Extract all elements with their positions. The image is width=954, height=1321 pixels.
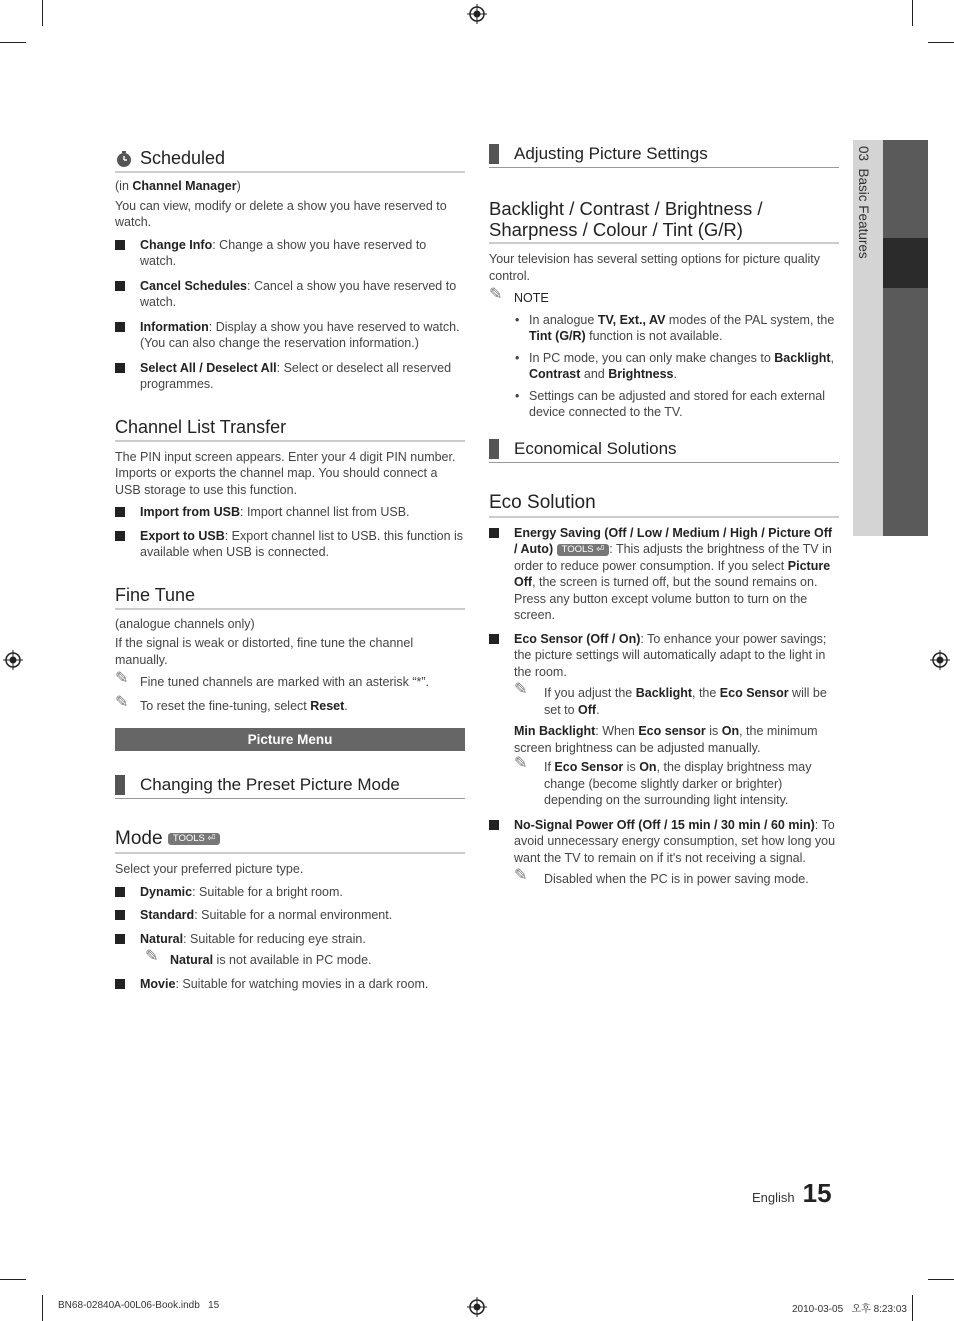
- fine-tune-heading: Fine Tune: [115, 585, 465, 610]
- scheduled-title: Scheduled: [140, 148, 226, 168]
- note: ✎ To reset the fine-tuning, select Reset.: [115, 693, 348, 713]
- crop-mark: [0, 1279, 26, 1280]
- footer-language: English: [752, 1190, 795, 1205]
- fine-tune-context: (analogue channels only): [115, 616, 255, 631]
- list-item: No-Signal Power Off (Off / 15 min / 30 min / 60 min): To avoid unnecessary energy consumption, set how long you want the TV to remain on if it's not receiving a signal.: [489, 817, 839, 867]
- adjusting-subheading: Adjusting Picture Settings: [489, 144, 839, 168]
- page-number: 15: [802, 1178, 832, 1208]
- pencil-icon: ✎: [514, 681, 528, 698]
- list-item: • In analogue TV, Ext., AV modes of the PAL system, the Tint (G/R) function is not available.: [515, 312, 839, 345]
- scheduled-context: (in Channel Manager): [115, 179, 241, 193]
- section-bar: [489, 439, 499, 459]
- min-backlight: Min Backlight: When Eco sensor is On, the minimum screen brightness can be adjusted manually.: [514, 724, 818, 755]
- crop-mark: [42, 1295, 43, 1321]
- crop-mark: [912, 1295, 913, 1321]
- pencil-icon: ✎: [514, 755, 528, 772]
- crop-mark: [0, 42, 26, 43]
- section-bar: [489, 144, 499, 164]
- note: ✎ If Eco Sensor is On, the display brightness may change (become slightly darker or brighter) depending on the surrounding light intensity.: [514, 755, 812, 807]
- pencil-icon: ✎: [514, 867, 528, 884]
- list-item: • Settings can be adjusted and stored for each external device connected to the TV.: [515, 388, 839, 421]
- economical-subheading: Economical Solutions: [489, 439, 839, 463]
- list-item: Information: Display a show you have reserved to watch. (You can also change the reservation information.): [115, 319, 465, 352]
- list-item: Change Info: Change a show you have reserved to watch.: [115, 237, 465, 270]
- print-timestamp: 2010-03-05 오후 8:23:03: [792, 1304, 907, 1315]
- list-item: Eco Sensor (Off / On): To enhance your power savings; the picture settings will automatically adapt to the light in the room.: [489, 631, 839, 681]
- side-tab-active-block: [883, 238, 928, 288]
- side-tab-text: Basic Features: [856, 168, 871, 259]
- pencil-icon: ✎: [115, 693, 129, 711]
- mode-intro: Select your preferred picture type.: [115, 862, 304, 876]
- eco-solution-heading: Eco Solution: [489, 492, 839, 518]
- mode-heading: Mode TOOLS ⏎: [115, 828, 465, 854]
- pencil-icon: ✎: [145, 948, 159, 965]
- pencil-icon: ✎: [489, 286, 503, 303]
- registration-mark-icon: [467, 1297, 487, 1317]
- list-item: Cancel Schedules: Cancel a show you have reserved to watch.: [115, 278, 465, 311]
- scheduled-intro: You can view, modify or delete a show you have reserved to watch.: [115, 198, 447, 229]
- channel-list-transfer-heading: Channel List Transfer: [115, 417, 465, 442]
- side-tab-number: 03: [856, 146, 871, 162]
- crop-mark: [912, 0, 913, 26]
- list-item: Select All / Deselect All: Select or deselect all reserved programmes.: [115, 360, 465, 393]
- list-item: Standard: Suitable for a normal environment.: [115, 907, 465, 924]
- note: ✎ Fine tuned channels are marked with an asterisk “*”.: [115, 670, 430, 689]
- crop-mark: [42, 0, 43, 26]
- picture-menu-bar: Picture Menu: [115, 728, 465, 751]
- registration-mark-icon: [930, 650, 950, 670]
- list-item: Movie: Suitable for watching movies in a dark room.: [115, 976, 465, 993]
- list-item: Export to USB: Export channel list to USB. this function is available when USB is connected.: [115, 528, 465, 561]
- left-column: [115, 148, 465, 992]
- fine-tune-intro: If the signal is weak or distorted, fine tune the channel manually.: [115, 636, 414, 667]
- channel-list-transfer-intro: The PIN input screen appears. Enter your 4 digit PIN number. Imports or exports the channel map. You should connect a USB storage to use this function.: [115, 449, 456, 497]
- right-column: [489, 144, 839, 888]
- print-file-info: BN68-02840A-00L06-Book.indb 15: [58, 1300, 220, 1311]
- note-label: ✎ NOTE: [489, 286, 549, 305]
- changing-preset-subheading: Changing the Preset Picture Mode: [115, 775, 465, 799]
- list-item: Natural: Suitable for reducing eye strain.: [115, 931, 465, 948]
- note: ✎ Disabled when the PC is in power saving mode.: [514, 867, 809, 886]
- registration-mark-icon: [467, 4, 487, 24]
- note: ✎ Natural is not available in PC mode.: [145, 948, 372, 967]
- side-tab-dark: [883, 140, 928, 536]
- backlight-heading: Backlight / Contrast / Brightness / Sharpness / Colour / Tint (G/R): [489, 198, 839, 244]
- list-item: Dynamic: Suitable for a bright room.: [115, 884, 465, 901]
- list-item: • In PC mode, you can only make changes to Backlight, Contrast and Brightness.: [515, 350, 839, 383]
- section-bar: [115, 775, 125, 795]
- side-tab-label: [856, 146, 871, 259]
- page-footer: [752, 1178, 832, 1209]
- crop-mark: [928, 1279, 954, 1280]
- note: ✎ If you adjust the Backlight, the Eco Sensor will be set to Off.: [514, 681, 827, 717]
- tools-badge: TOOLS ⏎: [557, 544, 610, 556]
- pencil-icon: ✎: [115, 670, 129, 687]
- registration-mark-icon: [3, 650, 23, 670]
- clock-icon: [115, 150, 133, 168]
- list-item: Energy Saving (Off / Low / Medium / High / Picture Off / Auto) TOOLS ⏎ : This adjusts the brightness of the TV in order to reduce power consumption. If you select Picture Off, the screen is turned off, but the sound remains on. Press any button except volume button to turn on the screen.: [489, 525, 839, 624]
- tools-badge: TOOLS ⏎: [168, 833, 221, 845]
- scheduled-heading: [115, 148, 465, 173]
- backlight-intro: Your television has several setting options for picture quality control.: [489, 252, 820, 283]
- list-item: Import from USB: Import channel list from USB.: [115, 504, 465, 521]
- crop-mark: [928, 42, 954, 43]
